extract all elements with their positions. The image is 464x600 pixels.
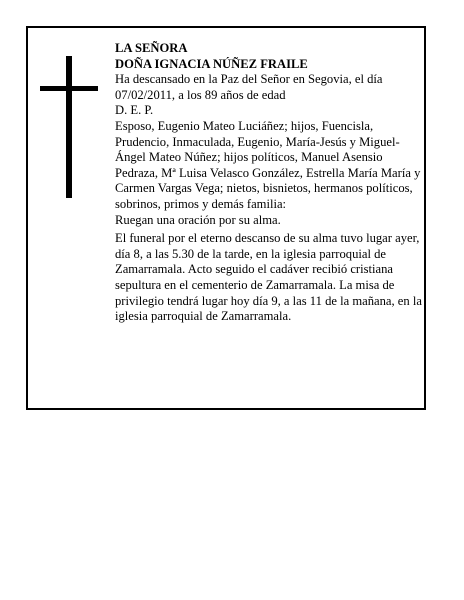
latin-cross-icon xyxy=(40,56,98,198)
family-list: Esposo, Eugenio Mateo Luciáñez; hijos, Fuencisla, Prudencio, Inmaculada, Eugenio, María-Jesús y Miguel-Ángel Mateo Núñez; hijos políticos, Manuel Asensio Pedraza, Mª Luisa Velasco González, Estrella María María y Carmen Vargas Vega; nietos, bisnietos, hermanos políticos, sobrinos, primos y demás familia: xyxy=(115,118,421,211)
cross-horizontal-bar xyxy=(40,86,98,91)
cross-vertical-bar xyxy=(66,56,72,198)
funeral-details: El funeral por el eterno descanso de su alma tuvo lugar ayer, día 8, a las 5.30 de la tarde, en la iglesia parroquial de Zamarramala. Acto seguido el cadáver recibió cristiana sepultura en el cementerio de Zamarramala. La misa de privilegio tendrá lugar hoy día 9, a las 11 de la mañana, en la iglesia parroquial de Zamarramala. xyxy=(115,231,422,324)
prayer-request: Ruegan una oración por su alma. xyxy=(115,212,281,227)
death-statement: Ha descansado en la Paz del Señor en Segovia, el día 07/02/2011, a los 89 años de edad xyxy=(115,72,383,102)
deceased-name: DOÑA IGNACIA NÚÑEZ FRAILE xyxy=(115,56,308,71)
obituary-notice xyxy=(26,26,426,410)
dep-line: D. E. P. xyxy=(115,103,154,118)
title-line-1: LA SEÑORA xyxy=(115,41,188,55)
notice-text xyxy=(115,41,424,325)
